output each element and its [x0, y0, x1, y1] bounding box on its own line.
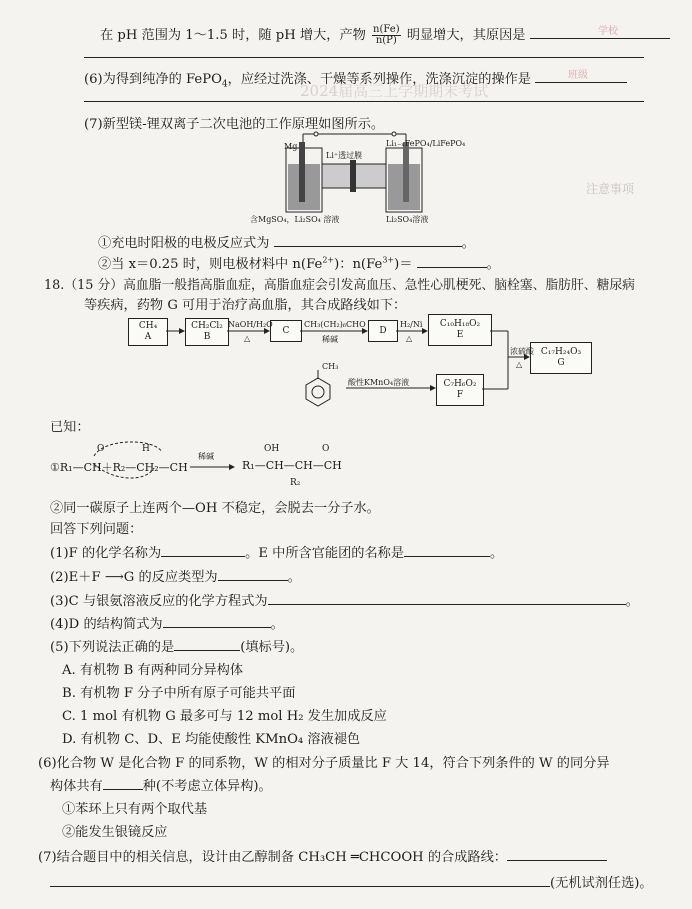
text-line [38, 846, 607, 865]
compound-box-D [368, 320, 398, 342]
compound-letter: E [456, 330, 464, 340]
text-segment: (6)为得到纯净的 FePO [84, 72, 222, 87]
text-segment: 在 pH 范围为 1～1.5 时，随 pH 增大，产物 [100, 28, 366, 43]
compound-box-A [128, 318, 168, 346]
answer-blank-line[interactable] [84, 56, 644, 58]
text-line [50, 872, 653, 891]
answer-blank[interactable] [507, 848, 607, 861]
text-segment: (7)结合题目中的相关信息，设计由乙醇制备 CH₃CH ═CHCOOH 的合成路线： [38, 850, 507, 865]
text-line: 回答下列问题： [50, 522, 143, 537]
text-segment: 。E 中所含官能团的名称是 [245, 546, 405, 561]
text-segment: (填标号)。 [240, 640, 304, 655]
text-segment: (5)下列说法正确的是 [50, 640, 175, 655]
text-line: 已知： [50, 420, 90, 435]
compound-box-B [185, 318, 229, 346]
route-condition: 酸性KMnO₄溶液 [348, 378, 410, 387]
route-condition: △ [516, 360, 523, 369]
text-line: (3)C 与银氨溶液反应的化学方程式为 。 [50, 594, 639, 609]
route-condition: H₂/Ni [400, 320, 423, 329]
answer-blank[interactable] [404, 544, 490, 557]
text-line: ①充电时阳极的电极反应式为 。 [98, 236, 475, 251]
text-line [50, 775, 272, 794]
faint-notice-text: 注意事项 [586, 182, 635, 196]
reaction-atom: R₂ [290, 478, 301, 488]
text-segment: 明显增大，其原因是 [406, 28, 526, 43]
text-segment: ①充电时阳极的电极反应式为 [98, 236, 270, 251]
compound-letter: B [203, 332, 211, 342]
answer-blank[interactable] [161, 544, 245, 557]
answer-blank[interactable] [218, 568, 288, 581]
subscript: 4 [221, 79, 228, 90]
answer-blank-line[interactable] [84, 100, 644, 102]
reaction-arrow [190, 462, 250, 472]
reaction-reactants: R₁—CH＋R₂—CH₂—CH [59, 461, 188, 474]
compound-formula: C₁₇H₂₄O₃ [540, 347, 582, 357]
text-line [84, 68, 627, 90]
superscript: 3+ [382, 255, 395, 265]
reaction-atom: O [322, 444, 330, 454]
text-segment: ②当 x＝0.25 时，则电极材料中 n(Fe [98, 257, 323, 272]
text-segment: 种(不考虑立体异构)。 [142, 779, 272, 794]
question-18-line: 18.（15 分）高血脂一般指高脂血症，高脂血症会引发高血压、急性心肌梗死、脑栓塞、脂肪肝、糖尿病 [44, 278, 635, 293]
compound-box-E [428, 314, 492, 346]
compound-box-C [270, 320, 302, 342]
option-c: C. 1 mol 有机物 G 最多可与 12 mol H₂ 发生加成反应 [62, 709, 387, 724]
answer-blank[interactable] [163, 615, 271, 628]
condition-1: ①苯环上只有两个取代基 [62, 802, 208, 817]
text-line: (7)新型镁-锂双离子二次电池的工作原理如图所示。 [84, 117, 385, 132]
cell-label-mg: Mg [284, 142, 298, 151]
answer-blank[interactable] [417, 255, 487, 268]
fraction [372, 25, 401, 46]
text-line: (4)D 的结构简式为 。 [50, 617, 284, 632]
route-condition: NaOH/H₂O [228, 320, 273, 329]
cell-label-right-electrode: Li₁₋ₓFePO₄/LiFePO₄ [386, 139, 466, 148]
compound-letter: G [557, 358, 565, 368]
route-condition: 稀碱 [322, 335, 338, 344]
option-d: D. 有机物 C、D、E 均能使酸性 KMnO₄ 溶液褪色 [62, 732, 361, 747]
reaction-label: ① [50, 461, 60, 474]
text-line: ②同一碳原子上连两个—OH 不稳定，会脱去一分子水。 [50, 501, 380, 516]
text-line: 等疾病，药物 G 可用于治疗高血脂，其合成路线如下： [84, 298, 407, 313]
route-condition: △ [406, 334, 413, 343]
known-reaction-product: R₁—CH—CH—CH [242, 459, 342, 472]
compound-letter: A [144, 332, 152, 342]
text-segment: (3)C 与银氨溶液反应的化学方程式为 [50, 594, 268, 609]
fraction-numerator: n(Fe) [373, 24, 400, 35]
answer-blank[interactable] [174, 638, 240, 651]
stamp-mark-2: 班级 [568, 70, 588, 81]
reaction-condition: 稀碱 [198, 452, 214, 461]
compound-formula: CH₄ [138, 321, 158, 331]
text-segment: (4)D 的结构简式为 [50, 617, 163, 632]
compound-box-G [530, 342, 592, 374]
compound-letter: C [282, 325, 290, 336]
cell-label-membrane: Li⁺透过膜 [326, 151, 363, 160]
fraction-denominator: n(P) [375, 35, 397, 46]
text-segment: ，应经过洗涤、干燥等系列操作，洗涤沉淀的操作是 [227, 72, 531, 87]
answer-blank[interactable] [50, 874, 550, 887]
compound-formula: C₇H₆O₂ [443, 379, 477, 389]
route-condition: △ [244, 334, 251, 343]
toluene-substituent: CH₃ [322, 362, 339, 371]
compound-box-F [436, 374, 484, 406]
answer-blank[interactable] [274, 234, 462, 247]
text-line [100, 24, 670, 46]
text-line [50, 636, 303, 655]
answer-blank[interactable] [103, 777, 143, 790]
text-segment: )：n(Fe [334, 257, 383, 272]
route-condition: CH₃(CH₂)₆CHO [304, 320, 366, 329]
text-segment: 构体共有 [50, 779, 103, 794]
route-condition: 浓硫酸 [510, 347, 534, 356]
text-line: ②当 x＝0.25 时，则电极材料中 $n(Fe^{2+})$：$n(Fe^{3+})=$ 。 [98, 255, 500, 272]
cell-label-right-solution: Li₂SO₄溶液 [386, 215, 429, 224]
text-line: (2)E＋F ⟶G 的反应类型为 。 [50, 570, 301, 585]
option-b: B. 有机物 F 分子中所有原子可能共平面 [62, 686, 296, 701]
known-reaction-1 [50, 459, 188, 475]
text-segment: (1)F 的化学名称为 [50, 546, 162, 561]
answer-blank[interactable] [530, 26, 670, 39]
text-line: (1)F 的化学名称为 。E 中所含官能团的名称是 。 [50, 546, 504, 561]
cell-label-left-solution: 含MgSO₄，Li₂SO₄ 溶液 [250, 215, 340, 224]
condition-2: ②能发生银镜反应 [62, 825, 168, 840]
compound-letter: D [379, 325, 387, 336]
faint-header-text: 2024届高三上学期期末考试 [300, 82, 489, 100]
text-line: (6)化合物 W 是化合物 F 的同系物，W 的相对分子质量比 F 大 14，符合下列条件的 W 的同分异 [38, 756, 610, 771]
text-segment: (无机试剂任选)。 [550, 876, 653, 891]
reaction-atom: O [97, 444, 105, 454]
compound-formula: C₁₀H₁₈O₂ [439, 319, 481, 329]
option-a: A. 有机物 B 有两种同分异构体 [62, 663, 244, 678]
compound-letter: F [456, 390, 464, 400]
answer-blank[interactable] [535, 70, 627, 83]
superscript: 2+ [322, 255, 335, 265]
stamp-mark: 学校 [598, 26, 618, 37]
compound-formula: CH₂Cl₂ [191, 321, 223, 331]
text-segment: )＝ [394, 257, 413, 272]
reaction-atom: H [142, 444, 150, 454]
text-segment: (2)E＋F ⟶G 的反应类型为 [50, 570, 218, 585]
answer-blank[interactable] [268, 592, 626, 605]
reaction-atom: OH [264, 444, 280, 454]
